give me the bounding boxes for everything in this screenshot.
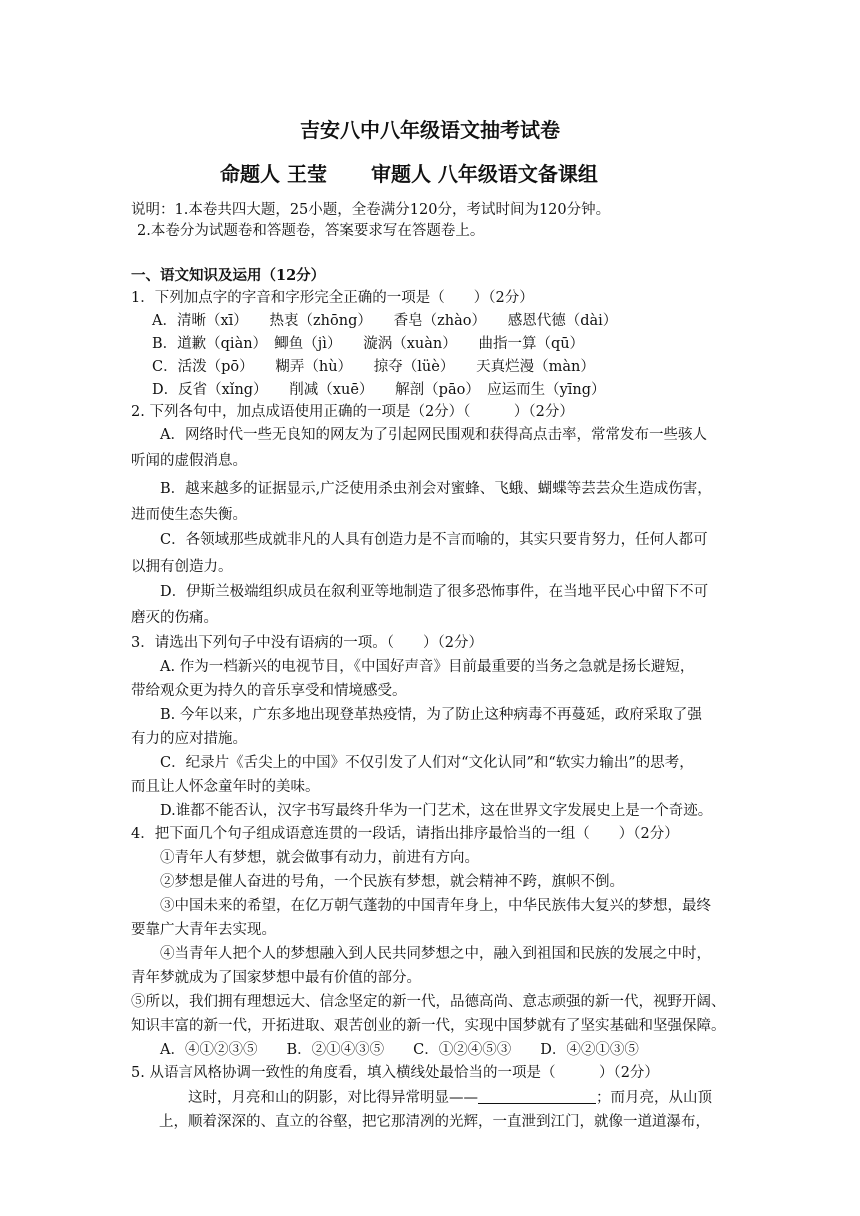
reviewer-label: 审题人 八年级语文备课组 [370, 162, 598, 186]
q2-option-c: C．各领域那些成就非凡的人具有创造力是不言而喻的，其实只要肯努力，任何人都可 [160, 532, 708, 548]
section-heading: 一、语文知识及运用（12分） [131, 267, 326, 284]
q3-option-b-cont: 有力的应对措施。 [131, 731, 247, 747]
q1-option-d: D．反省（xǐng） 削减（xuē） 解剖（pāo） 应运而生（yīng） [152, 382, 606, 398]
note-2: 2.本卷分为试题卷和答题卷，答案要求写在答题卷上。 [137, 223, 485, 239]
q3-option-c-cont: 而且让人怀念童年时的美味。 [131, 779, 320, 795]
q5-passage-before: 这时，月亮和山的阴影，对比得异常明显—— [188, 1090, 478, 1106]
setter-label: 命题人 王莹 [220, 162, 327, 186]
q4-options: A．④①②③⑤ B．②①④③⑤ C．①②④⑤③ D．④②①③⑤ [160, 1042, 639, 1058]
q2-option-d-cont: 磨灭的伤痛。 [131, 610, 218, 626]
q2-option-d: D．伊斯兰极端组织成员在叙利亚等地制造了很多恐怖事件，在当地平民心中留下不可 [160, 584, 709, 600]
q5-stem: 5. 从语言风格协调一致性的角度看，填入横线处最恰当的一项是（ ）（2分） [131, 1065, 659, 1081]
q5-passage-line-2: 上，顺着深深的、直立的谷壑，把它那清冽的光辉，一直泄到江门，就像一道道瀑布， [159, 1114, 710, 1130]
exam-authors [220, 160, 598, 188]
q2-option-b: B．越来越多的证据显示,广泛使用杀虫剂会对蜜蜂、飞蛾、蝴蝶等芸芸众生造成伤害， [160, 481, 712, 497]
q4-sentence-5: ⑤所以，我们拥有理想远大、信念坚定的新一代，品德高尚、意志顽强的新一代，视野开阔、 [131, 994, 726, 1010]
q4-stem: 4．把下面几个句子组成语意连贯的一段话，请指出排序最恰当的一组（ ）（2分） [131, 826, 679, 842]
q4-sentence-1: ①青年人有梦想，就会做事有动力，前进有方向。 [160, 850, 479, 866]
q3-option-a: A. 作为一档新兴的电视节目，《中国好声音》目前最重要的当务之急就是扬长避短， [160, 659, 695, 675]
q2-stem: 2. 下列各句中，加点成语使用正确的一项是（2分）（ ）（2分） [131, 404, 574, 420]
q2-option-c-cont: 以拥有创造力。 [131, 559, 233, 575]
note-1: 说明：1.本卷共四大题，25小题，全卷满分120分，考试时间为120分钟。 [131, 202, 611, 218]
q4-sentence-4: ④当青年人把个人的梦想融入到人民共同梦想之中，融入到祖国和民族的发展之中时， [160, 946, 711, 962]
q5-passage-after: ；而月亮，从山顶 [596, 1090, 712, 1106]
q3-option-c: C．纪录片《舌尖上的中国》不仅引发了人们对“文化认同”和“软实力输出”的思考， [160, 755, 694, 771]
q5-answer-blank [478, 1089, 596, 1104]
q4-sentence-2: ②梦想是催人奋进的号角，一个民族有梦想，就会精神不跨，旗帜不倒。 [160, 874, 624, 890]
q4-sentence-4-cont: 青年梦就成为了国家梦想中最有价值的部分。 [131, 970, 421, 986]
q3-option-d: D.谁都不能否认，汉字书写最终升华为一门艺术，这在世界文字发展史上是一个奇迹。 [160, 803, 713, 819]
q1-option-c: C．活泼（pō） 糊弄（hù） 掠夺（lüè） 天真烂漫（màn） [152, 359, 595, 375]
q3-option-b: B. 今年以来，广东多地出现登革热疫情，为了防止这种病毒不再蔓延，政府采取了强 [160, 707, 702, 723]
q4-sentence-5-cont: 知识丰富的新一代，开拓进取、艰苦创业的新一代，实现中国梦就有了坚实基础和坚强保障。 [131, 1018, 726, 1034]
q5-passage-line-1 [188, 1088, 712, 1108]
q1-option-b: B．道歉（qiàn） 鲫鱼（jì） 漩涡（xuàn） 曲指一算（qū） [152, 336, 585, 352]
q3-stem: 3．请选出下列句子中没有语病的一项。（ ）（2分） [131, 635, 483, 651]
q4-sentence-3-cont: 要靠广大青年去实现。 [131, 922, 276, 938]
q3-option-a-cont: 带给观众更为持久的音乐享受和情境感受。 [131, 683, 407, 699]
q2-option-a: A．网络时代一些无良知的网友为了引起网民围观和获得高点击率，常常发布一些骇人 [160, 427, 707, 443]
exam-title: 吉安八中八年级语文抽考试卷 [300, 118, 560, 142]
q1-stem: 1．下列加点字的字音和字形完全正确的一项是（ ）（2分） [131, 290, 534, 306]
q4-sentence-3: ③中国未来的希望，在亿万朝气蓬勃的中国青年身上，中华民族伟大复兴的梦想，最终 [160, 898, 711, 914]
q1-option-a: A．清晰（xī） 热衷（zhōng） 香皂（zhào） 感恩代德（dài） [152, 313, 618, 329]
q2-option-b-cont: 进而使生态失衡。 [131, 507, 247, 523]
q2-option-a-cont: 听闻的虚假消息。 [131, 453, 247, 469]
